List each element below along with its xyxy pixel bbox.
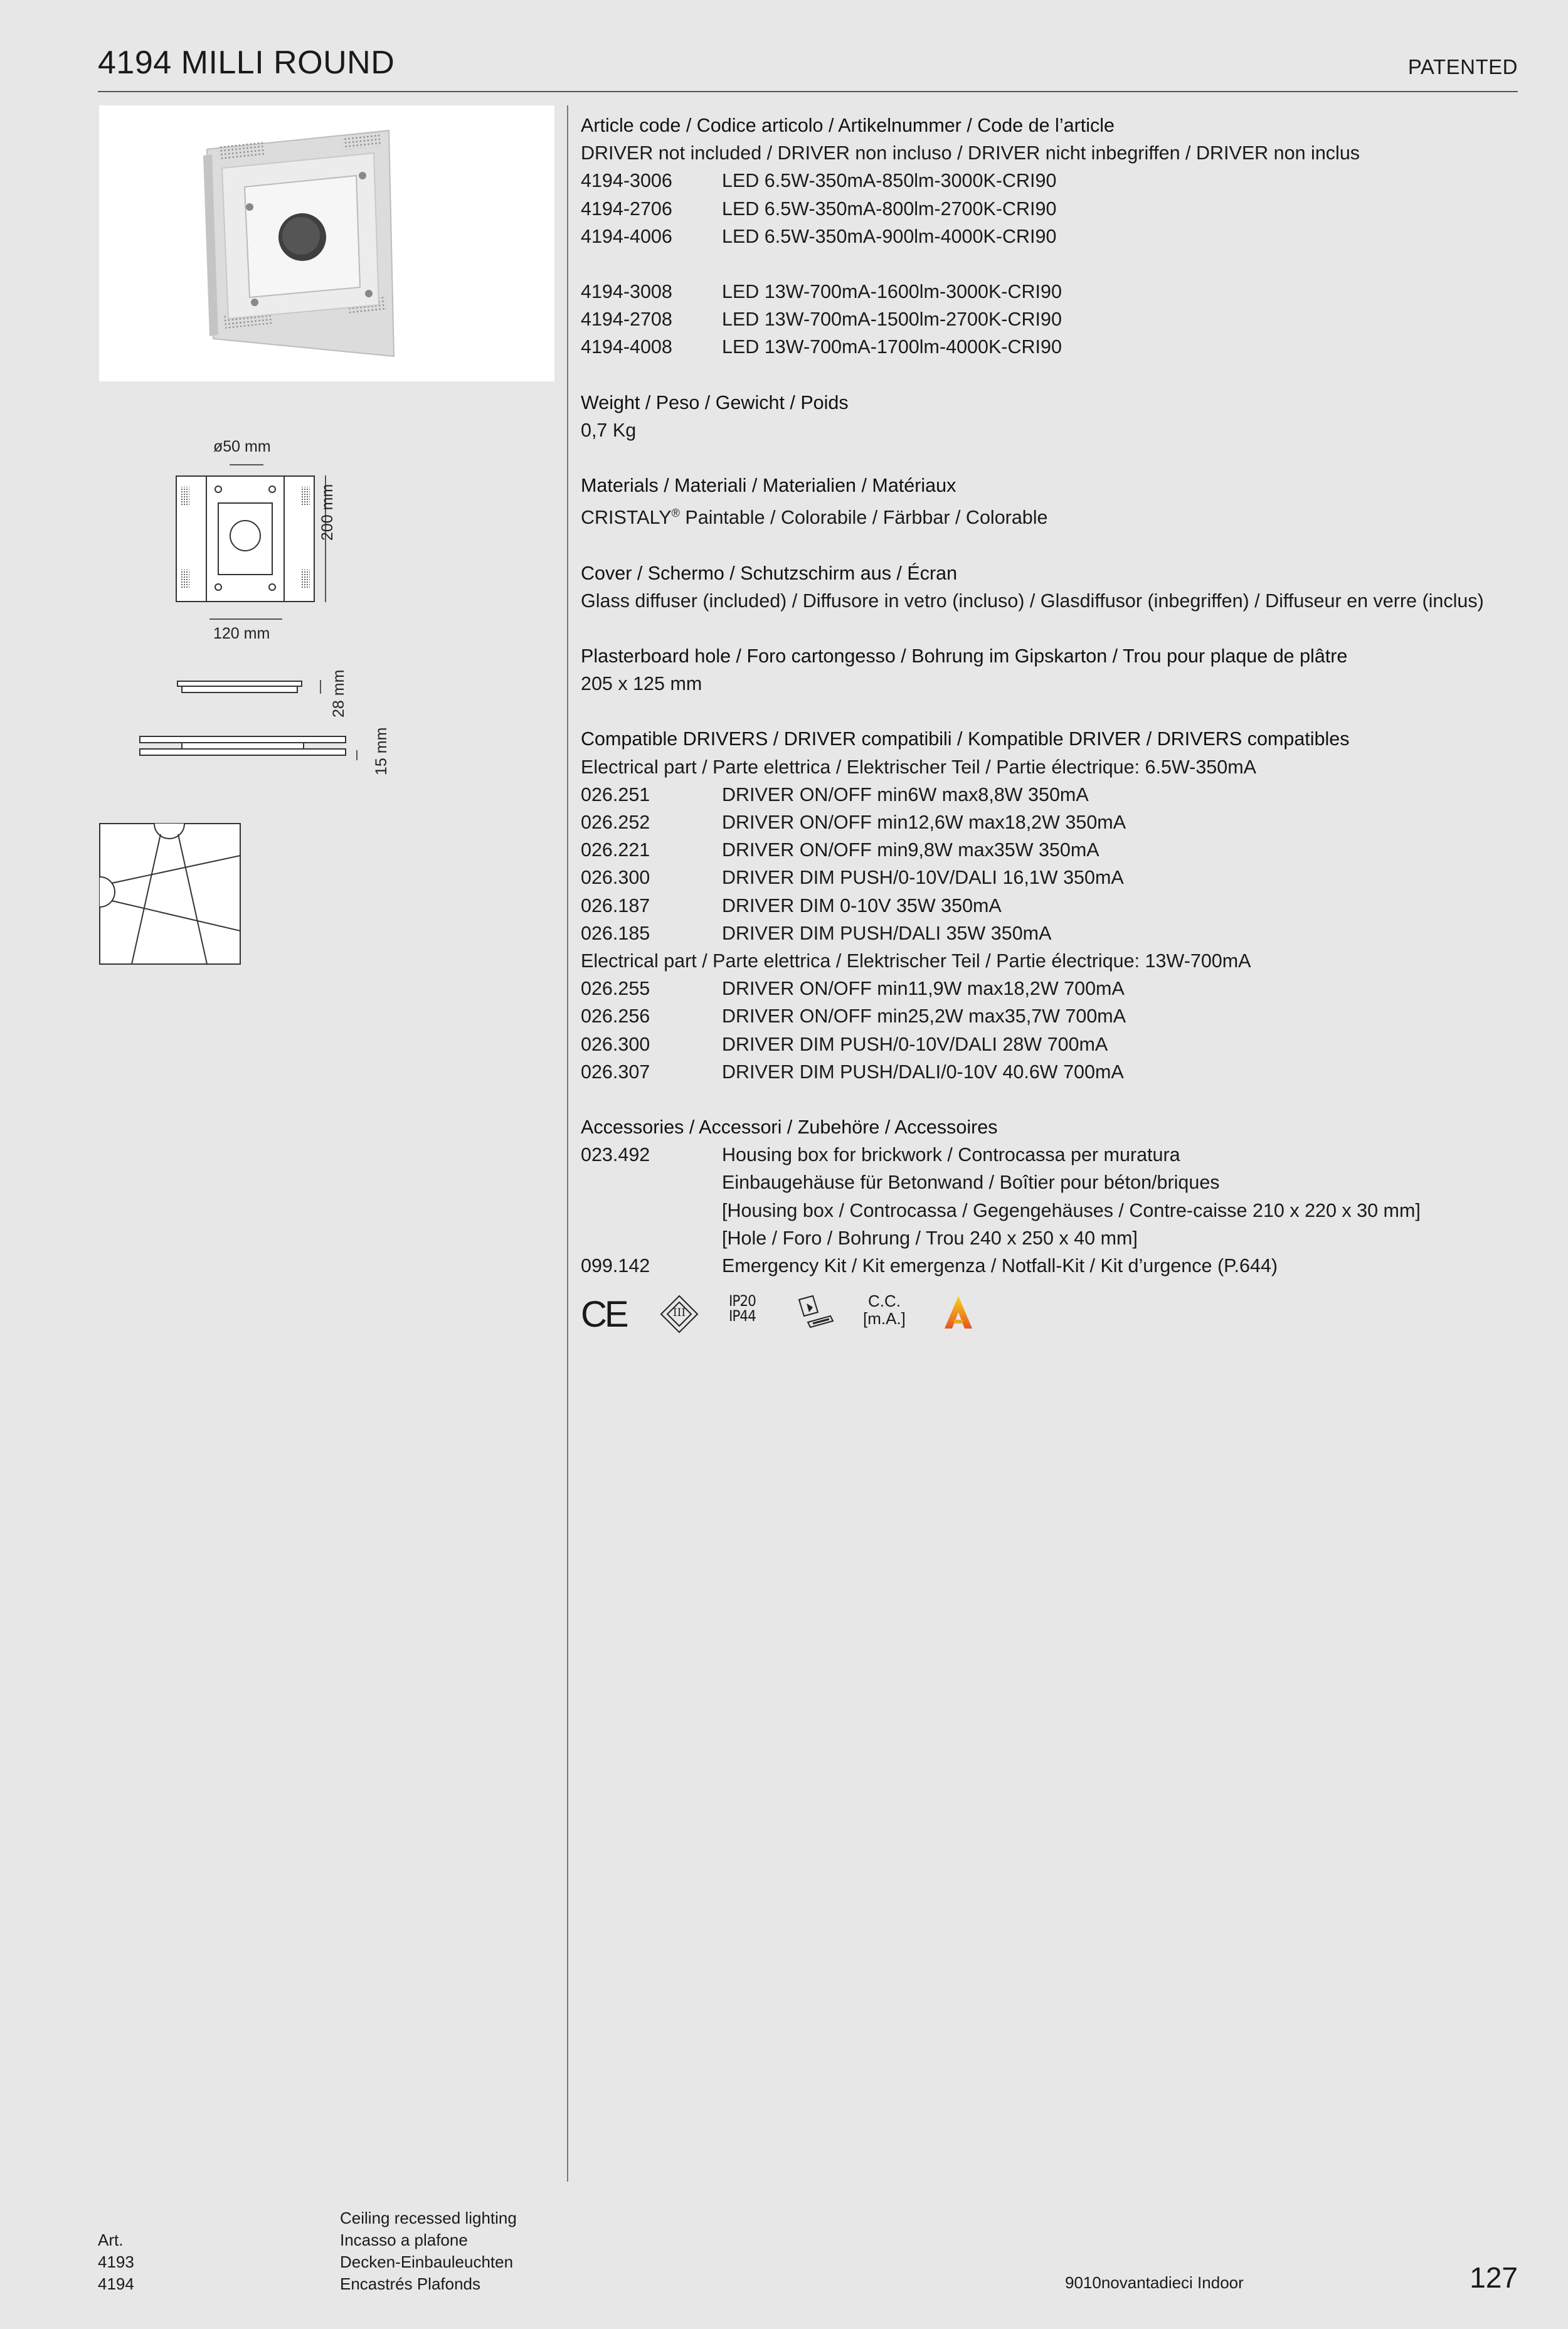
hole-value: 205 x 125 mm — [581, 673, 702, 695]
driver-desc: DRIVER ON/OFF min11,9W max18,2W 700mA — [722, 978, 1125, 1000]
article-row — [581, 278, 1522, 305]
accessory-desc: Housing box for brickwork / Controcassa per muratura — [722, 1144, 1180, 1166]
article-desc: LED 6.5W-350mA-800lm-2700K-CRI90 — [722, 198, 1057, 220]
width-label: 120 mm — [213, 625, 270, 642]
article-row — [581, 305, 1522, 333]
column-divider — [567, 105, 568, 2182]
article-desc: LED 6.5W-350mA-900lm-4000K-CRI90 — [722, 225, 1057, 247]
accessory-desc-line: Einbaugehäuse für Betonwand / Boîtier pour béton/briques — [722, 1172, 1220, 1194]
light-distribution-diagram — [99, 823, 241, 968]
product-photo — [99, 105, 554, 381]
cover-value: Glass diffuser (included) / Diffusore in vetro (incluso) / Glasdiffusor (inbegriffen) / Diffuseur en verre (inclus) — [581, 590, 1484, 612]
ip44-label: IP44 — [729, 1307, 756, 1325]
footer-category-de: Decken-Einbauleuchten — [340, 2252, 514, 2271]
specifications — [581, 112, 1522, 1280]
diameter-dimension-line — [230, 464, 263, 465]
driver-row — [581, 809, 1522, 836]
driver-desc: DRIVER ON/OFF min9,8W max35W 350mA — [722, 839, 1099, 861]
driver-code: 026.187 — [581, 894, 650, 916]
driver-row — [581, 1031, 1522, 1058]
accessories-title: Accessories / Accessori / Zubehöre / Accessoires — [581, 1117, 998, 1138]
accessory-row — [581, 1252, 1522, 1280]
driver-desc: DRIVER DIM PUSH/0-10V/DALI 16,1W 350mA — [722, 867, 1124, 889]
article-group-1 — [581, 167, 1522, 250]
article-desc: LED 13W-700mA-1500lm-2700K-CRI90 — [722, 309, 1062, 331]
driver-code: 026.256 — [581, 1005, 650, 1027]
driver-code: 026.307 — [581, 1061, 650, 1083]
driver-desc: DRIVER ON/OFF min12,6W max18,2W 350mA — [722, 812, 1126, 834]
article-row — [581, 167, 1522, 194]
class-iii-label: III — [672, 1307, 686, 1319]
driver-note: DRIVER not included / DRIVER non incluso / DRIVER nicht inbegriffen / DRIVER non inclus — [581, 142, 1360, 164]
materials-title: Materials / Materiali / Materialien / Matériaux — [581, 475, 956, 497]
ip20-label: IP20 — [729, 1292, 756, 1310]
driver-row — [581, 1002, 1522, 1030]
depth-label: 28 mm — [330, 669, 347, 718]
width-dimension-line — [209, 618, 282, 620]
accessory-desc-line: [Hole / Foro / Bohrung / Trou 240 x 250 x 40 mm] — [722, 1227, 1138, 1249]
driver-desc: DRIVER DIM PUSH/DALI 35W 350mA — [722, 922, 1052, 944]
driver-code: 026.185 — [581, 922, 650, 944]
electrical-part-1: Electrical part / Parte elettrica / Elektrischer Teil / Partie électrique: 6.5W-350mA — [581, 756, 1256, 778]
footer-category-en: Ceiling recessed lighting — [340, 2209, 517, 2227]
electrical-part-2: Electrical part / Parte elettrica / Elektrischer Teil / Partie électrique: 13W-700mA — [581, 950, 1251, 972]
page-number: 127 — [1470, 2261, 1518, 2294]
depth-dimension-line — [320, 680, 321, 694]
footer-art-1: 4193 — [98, 2252, 134, 2271]
footer-category-fr: Encastrés Plafonds — [340, 2274, 481, 2293]
driver-row — [581, 975, 1522, 1002]
front-view-drawing — [176, 475, 315, 605]
article-desc: LED 13W-700mA-1700lm-4000K-CRI90 — [722, 336, 1062, 358]
constant-current-icon — [863, 1292, 906, 1327]
ce-mark-icon: CE — [581, 1294, 627, 1335]
driver-row — [581, 1058, 1522, 1086]
energy-class-icon — [943, 1295, 973, 1333]
footer-category-it: Incasso a plafone — [340, 2231, 468, 2249]
height-label: 200 mm — [319, 484, 336, 541]
side-view-drawing — [177, 680, 302, 698]
article-group-2 — [581, 278, 1522, 361]
driver-row — [581, 920, 1522, 947]
driver-row — [581, 781, 1522, 809]
ceiling-install-icon — [794, 1293, 835, 1335]
article-code: 4194-3008 — [581, 281, 672, 303]
section-view-drawing — [139, 735, 346, 767]
footer-art-label: Art. — [98, 2231, 124, 2249]
driver-code: 026.255 — [581, 978, 650, 1000]
cc-label: C.C. — [867, 1292, 901, 1310]
driver-desc: DRIVER DIM PUSH/DALI/0-10V 40.6W 700mA — [722, 1061, 1124, 1083]
accessory-code: 099.142 — [581, 1255, 650, 1277]
footer-article — [98, 2229, 134, 2295]
weight-value: 0,7 Kg — [581, 419, 637, 441]
accessory-desc: Emergency Kit / Kit emergenza / Notfall-Kit / Kit d’urgence (P.644) — [722, 1255, 1278, 1277]
article-row — [581, 333, 1522, 361]
driver-row — [581, 864, 1522, 891]
driver-code: 026.252 — [581, 812, 650, 834]
driver-desc: DRIVER DIM PUSH/0-10V/DALI 28W 700mA — [722, 1033, 1108, 1055]
article-code: 4194-4008 — [581, 336, 672, 358]
flange-dimension-line — [356, 750, 358, 760]
drivers-title: Compatible DRIVERS / DRIVER compatibili / Kompatible DRIVER / DRIVERS compatibles — [581, 728, 1350, 750]
driver-code: 026.300 — [581, 867, 650, 889]
article-desc: LED 6.5W-350mA-850lm-3000K-CRI90 — [722, 170, 1057, 192]
materials-value — [581, 499, 1522, 531]
article-row — [581, 223, 1522, 250]
hole-title: Plasterboard hole / Foro cartongesso / Bohrung im Gipskarton / Trou pour plaque de plâtre — [581, 645, 1348, 667]
weight-title: Weight / Peso / Gewicht / Poids — [581, 391, 849, 413]
flange-label: 15 mm — [373, 727, 390, 775]
registered-mark: ® — [671, 507, 680, 520]
article-code: 4194-3006 — [581, 170, 672, 192]
header-divider — [98, 91, 1518, 92]
page-title: 4194 MILLI ROUND — [98, 45, 395, 81]
materials-text: Paintable / Colorabile / Färbbar / Colorable — [679, 507, 1048, 529]
driver-desc: DRIVER ON/OFF min25,2W max35,7W 700mA — [722, 1005, 1126, 1027]
footer-art-2: 4194 — [98, 2274, 134, 2293]
article-desc: LED 13W-700mA-1600lm-3000K-CRI90 — [722, 281, 1062, 303]
driver-code: 026.300 — [581, 1033, 650, 1055]
accessory-code: 023.492 — [581, 1144, 650, 1166]
ma-label: [m.A.] — [863, 1309, 906, 1328]
accessory-row — [581, 1141, 1522, 1169]
article-row — [581, 195, 1522, 223]
footer-category — [340, 2207, 517, 2295]
footer-brand: 9010novantadieci Indoor — [1065, 2273, 1244, 2292]
certification-icons — [581, 1291, 1020, 1335]
driver-code: 026.251 — [581, 783, 650, 805]
article-title: Article code / Codice articolo / Artikelnummer / Code de l’article — [581, 115, 1115, 136]
driver-row — [581, 836, 1522, 864]
ip-rating-icon — [729, 1293, 756, 1324]
article-code: 4194-2706 — [581, 198, 672, 220]
driver-row — [581, 892, 1522, 920]
driver-desc: DRIVER DIM 0-10V 35W 350mA — [722, 894, 1002, 916]
driver-desc: DRIVER ON/OFF min6W max8,8W 350mA — [722, 783, 1089, 805]
patented-badge: PATENTED — [1407, 55, 1518, 78]
diameter-label: ø50 mm — [213, 438, 271, 455]
accessory-desc-line: [Housing box / Controcassa / Gegengehäuses / Contre-caisse 210 x 220 x 30 mm] — [722, 1199, 1421, 1221]
class-iii-icon — [660, 1295, 699, 1337]
materials-brand: CRISTALY — [581, 507, 672, 529]
cover-title: Cover / Schermo / Schutzschirm aus / Écran — [581, 562, 958, 584]
article-code: 4194-2708 — [581, 309, 672, 331]
driver-code: 026.221 — [581, 839, 650, 861]
article-code: 4194-4006 — [581, 225, 672, 247]
